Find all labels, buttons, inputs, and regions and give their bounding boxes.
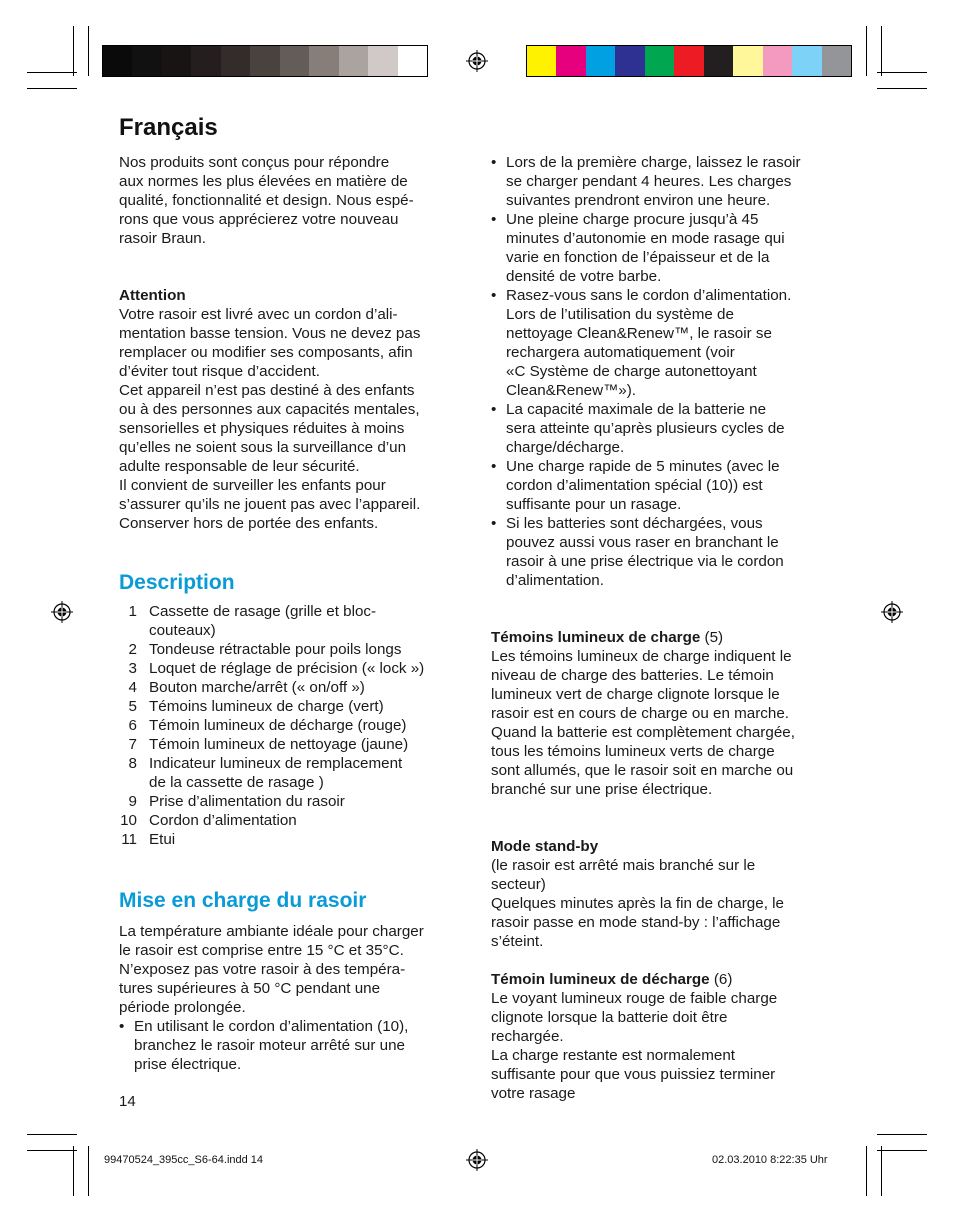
crop-mark bbox=[877, 88, 927, 89]
left-column bbox=[119, 153, 464, 1074]
list-item bbox=[491, 210, 836, 286]
text-line: Lors de l’utilisation du système de bbox=[506, 306, 734, 323]
text-line: sera atteinte qu’après plusieurs cycles de bbox=[506, 420, 785, 437]
text-line: • Une charge rapide de 5 minutes (avec le bbox=[506, 458, 780, 475]
item-number: 9 bbox=[128, 793, 137, 810]
text-line: se charger pendant 4 heures. Les charges bbox=[506, 173, 792, 190]
text-line: La température ambiante idéale pour charger bbox=[119, 923, 424, 940]
list-item bbox=[119, 697, 464, 716]
text-line: cordon d’alimentation spécial (10)) est bbox=[506, 477, 763, 494]
color-swatch bbox=[103, 46, 132, 76]
list-item bbox=[119, 716, 464, 735]
text-line: lumineux vert de charge clignote lorsque le bbox=[491, 686, 780, 703]
text-line: (le rasoir est arrêté mais branché sur le bbox=[491, 857, 756, 874]
text-line: Cassette de rasage (grille et bloc- bbox=[149, 603, 377, 620]
list-item bbox=[119, 602, 464, 640]
text-line: niveau de charge des batteries. Le témoin bbox=[491, 667, 774, 684]
text-line: rasoir à une prise électrique via le cordon bbox=[506, 553, 784, 570]
list-item bbox=[119, 678, 464, 697]
crop-mark bbox=[881, 1146, 882, 1196]
attention-heading: Attention bbox=[119, 287, 186, 304]
list-item bbox=[119, 792, 464, 811]
text-line: pouvez aussi vous raser en branchant le bbox=[506, 534, 779, 551]
list-item bbox=[119, 830, 464, 849]
crop-mark bbox=[877, 1134, 927, 1135]
text-line: branché sur une prise électrique. bbox=[491, 781, 713, 798]
color-swatch bbox=[586, 46, 615, 76]
registration-mark-icon bbox=[881, 601, 903, 623]
crop-mark bbox=[27, 88, 77, 89]
crop-mark bbox=[877, 1150, 927, 1151]
text-line: suffisante pour un rasage. bbox=[506, 496, 682, 513]
color-swatch bbox=[556, 46, 585, 76]
text-line: • Une pleine charge procure jusqu’à 45 bbox=[506, 211, 759, 228]
crop-mark bbox=[73, 26, 74, 76]
item-number: 11 bbox=[121, 831, 137, 848]
color-swatch bbox=[704, 46, 733, 76]
list-item bbox=[119, 1017, 464, 1074]
list-item bbox=[119, 811, 464, 830]
list-item bbox=[491, 514, 836, 590]
color-swatch bbox=[792, 46, 821, 76]
text-line: • La capacité maximale de la batterie ne bbox=[506, 401, 767, 418]
text-line: Quand la batterie est complètement chargée, bbox=[491, 724, 795, 741]
footer-file-name: 99470524_395cc_S6-64.indd 14 bbox=[104, 1154, 264, 1166]
text-line: Votre rasoir est livré avec un cordon d’ali- bbox=[119, 306, 398, 323]
mise-en-charge-paragraph bbox=[119, 922, 464, 1017]
temoins-charge-heading: Témoins lumineux de charge (5) bbox=[491, 629, 724, 646]
crop-mark bbox=[877, 72, 927, 73]
text-line: aux normes les plus élevées en matière de bbox=[119, 173, 408, 190]
temoin-decharge-paragraph bbox=[491, 989, 836, 1103]
text-line: branchez le rasoir moteur arrêté sur une bbox=[134, 1037, 405, 1054]
color-swatch bbox=[763, 46, 792, 76]
text-line: Témoins lumineux de charge (vert) bbox=[149, 698, 384, 715]
text-line: Le voyant lumineux rouge de faible charge bbox=[491, 990, 778, 1007]
footer-timestamp: 02.03.2010 8:22:35 Uhr bbox=[712, 1154, 828, 1166]
text-line: charge/décharge. bbox=[506, 439, 625, 456]
color-swatch bbox=[132, 46, 161, 76]
color-swatch bbox=[368, 46, 397, 76]
list-item bbox=[491, 457, 836, 514]
registration-mark-icon bbox=[466, 50, 488, 72]
crop-mark bbox=[866, 26, 867, 76]
item-number: 4 bbox=[128, 679, 137, 696]
text-line: densité de votre barbe. bbox=[506, 268, 662, 285]
text-line: Prise d’alimentation du rasoir bbox=[149, 793, 345, 810]
text-line: N’exposez pas votre rasoir à des tempéra- bbox=[119, 961, 406, 978]
text-line: «C Système de charge autonettoyant bbox=[506, 363, 757, 380]
list-item bbox=[491, 400, 836, 457]
text-line: mentation basse tension. Vous ne devez pas bbox=[119, 325, 421, 342]
color-swatch bbox=[280, 46, 309, 76]
crop-mark bbox=[88, 1146, 89, 1196]
text-line: qualité, fonctionnalité et design. Nous espé- bbox=[119, 192, 414, 209]
text-line: qu’elles ne soient sous la surveillance d’un bbox=[119, 439, 407, 456]
text-line: Indicateur lumineux de remplacement bbox=[149, 755, 403, 772]
page-number: 14 bbox=[119, 1093, 136, 1110]
item-number: 5 bbox=[128, 698, 137, 715]
description-list bbox=[119, 602, 464, 849]
text-line: rasoir Braun. bbox=[119, 230, 206, 247]
text-line: Nos produits sont conçus pour répondre bbox=[119, 154, 390, 171]
text-line: s’éteint. bbox=[491, 933, 544, 950]
text-line: s’assurer qu’ils ne jouent pas avec l’appareil. bbox=[119, 496, 421, 513]
mode-standby-heading: Mode stand-by bbox=[491, 838, 599, 855]
item-number: 8 bbox=[128, 755, 137, 772]
color-swatch bbox=[398, 46, 427, 76]
text-line: Clean&Renew™»). bbox=[506, 382, 636, 399]
text-line: d’alimentation. bbox=[506, 572, 604, 589]
text-line: Il convient de surveiller les enfants pour bbox=[119, 477, 386, 494]
item-number: 1 bbox=[128, 603, 137, 620]
temoins-charge-paragraph bbox=[491, 647, 836, 799]
text-line: Etui bbox=[149, 831, 176, 848]
list-item bbox=[491, 153, 836, 210]
text-line: Quelques minutes après la fin de charge, le bbox=[491, 895, 784, 912]
text-line: Conserver hors de portée des enfants. bbox=[119, 515, 379, 532]
text-line: d’éviter tout risque d’accident. bbox=[119, 363, 320, 380]
text-line: rechargée. bbox=[491, 1028, 564, 1045]
text-line: votre rasage bbox=[491, 1085, 576, 1102]
crop-mark bbox=[27, 1134, 77, 1135]
text-line: ou à des personnes aux capacités mentales, bbox=[119, 401, 420, 418]
color-swatch bbox=[250, 46, 279, 76]
text-line: période prolongée. bbox=[119, 999, 246, 1016]
text-line: • En utilisant le cordon d’alimentation (10), bbox=[134, 1018, 409, 1035]
text-line: Témoin lumineux de décharge (rouge) bbox=[149, 717, 407, 734]
list-item bbox=[119, 659, 464, 678]
item-number: 2 bbox=[128, 641, 137, 658]
crop-mark bbox=[866, 1146, 867, 1196]
text-line: suivantes prendront environ une heure. bbox=[506, 192, 771, 209]
page-title: Français bbox=[119, 114, 218, 141]
color-swatch bbox=[733, 46, 762, 76]
list-item bbox=[119, 754, 464, 792]
gray-color-bar bbox=[102, 45, 428, 77]
color-swatch bbox=[162, 46, 191, 76]
text-line: remplacer ou modifier ses composants, afin bbox=[119, 344, 413, 361]
color-swatch bbox=[527, 46, 556, 76]
mise-en-charge-bullets bbox=[119, 1017, 464, 1074]
text-line: suffisante pour que vous puissiez terminer bbox=[491, 1066, 776, 1083]
color-swatch bbox=[221, 46, 250, 76]
text-line: le rasoir est comprise entre 15 °C et 35°C. bbox=[119, 942, 404, 959]
text-line: clignote lorsque la batterie doit être bbox=[491, 1009, 728, 1026]
text-line: de la cassette de rasage ) bbox=[149, 774, 324, 791]
text-line: Cordon d’alimentation bbox=[149, 812, 297, 829]
text-line: rechargera automatiquement (voir bbox=[506, 344, 735, 361]
text-line: Les témoins lumineux de charge indiquent le bbox=[491, 648, 792, 665]
text-line: Bouton marche/arrêt (« on/off ») bbox=[149, 679, 365, 696]
crop-mark bbox=[881, 26, 882, 76]
charge-bullets bbox=[491, 153, 836, 590]
text-line: La charge restante est normalement bbox=[491, 1047, 735, 1064]
item-number: 3 bbox=[128, 660, 137, 677]
color-swatch bbox=[822, 46, 851, 76]
text-line: nettoyage Clean&Renew™, le rasoir se bbox=[506, 325, 772, 342]
intro-paragraph bbox=[119, 153, 464, 248]
temoin-decharge-heading: Témoin lumineux de décharge (6) bbox=[491, 971, 733, 988]
text-line: rasoir passe en mode stand-by : l’affichage bbox=[491, 914, 781, 931]
attention-paragraph bbox=[119, 305, 464, 533]
text-line: tous les témoins lumineux verts de charge bbox=[491, 743, 775, 760]
crop-mark bbox=[27, 1150, 77, 1151]
registration-mark-icon bbox=[466, 1149, 488, 1171]
text-line: minutes d’autonomie en mode rasage qui bbox=[506, 230, 785, 247]
mise-en-charge-heading: Mise en charge du rasoir bbox=[119, 889, 367, 912]
color-swatch bbox=[191, 46, 220, 76]
crop-mark bbox=[27, 72, 77, 73]
mode-standby-paragraph bbox=[491, 856, 836, 951]
registration-mark-icon bbox=[51, 601, 73, 623]
text-line: prise électrique. bbox=[134, 1056, 242, 1073]
process-color-bar bbox=[526, 45, 852, 77]
text-line: rons que vous apprécierez votre nouveau bbox=[119, 211, 399, 228]
text-line: Témoin lumineux de nettoyage (jaune) bbox=[149, 736, 409, 753]
item-number: 6 bbox=[128, 717, 137, 734]
text-line: • Rasez-vous sans le cordon d’alimentation. bbox=[506, 287, 792, 304]
item-number: 10 bbox=[120, 812, 137, 829]
text-line: Cet appareil n’est pas destiné à des enfants bbox=[119, 382, 415, 399]
color-swatch bbox=[309, 46, 338, 76]
description-heading: Description bbox=[119, 571, 235, 594]
text-line: tures supérieures à 50 °C pendant une bbox=[119, 980, 381, 997]
list-item bbox=[119, 735, 464, 754]
color-swatch bbox=[645, 46, 674, 76]
crop-mark bbox=[88, 26, 89, 76]
list-item bbox=[491, 286, 836, 400]
text-line: secteur) bbox=[491, 876, 546, 893]
color-swatch bbox=[615, 46, 644, 76]
text-line: adulte responsable de leur sécurité. bbox=[119, 458, 360, 475]
text-line: Loquet de réglage de précision (« lock ») bbox=[149, 660, 425, 677]
text-line: sensorielles et physiques réduites à moins bbox=[119, 420, 405, 437]
text-line: • Si les batteries sont déchargées, vous bbox=[506, 515, 763, 532]
text-line: • Lors de la première charge, laissez le rasoir bbox=[506, 154, 801, 171]
text-line: Tondeuse rétractable pour poils longs bbox=[149, 641, 402, 658]
item-number: 7 bbox=[128, 736, 137, 753]
text-line: varie en fonction de l’épaisseur et de la bbox=[506, 249, 770, 266]
text-line: couteaux) bbox=[149, 622, 216, 639]
list-item bbox=[119, 640, 464, 659]
text-line: rasoir est en cours de charge ou en marche. bbox=[491, 705, 790, 722]
text-line: sont allumés, que le rasoir soit en marche ou bbox=[491, 762, 794, 779]
right-column bbox=[491, 153, 836, 1103]
color-swatch bbox=[674, 46, 703, 76]
crop-mark bbox=[73, 1146, 74, 1196]
color-swatch bbox=[339, 46, 368, 76]
